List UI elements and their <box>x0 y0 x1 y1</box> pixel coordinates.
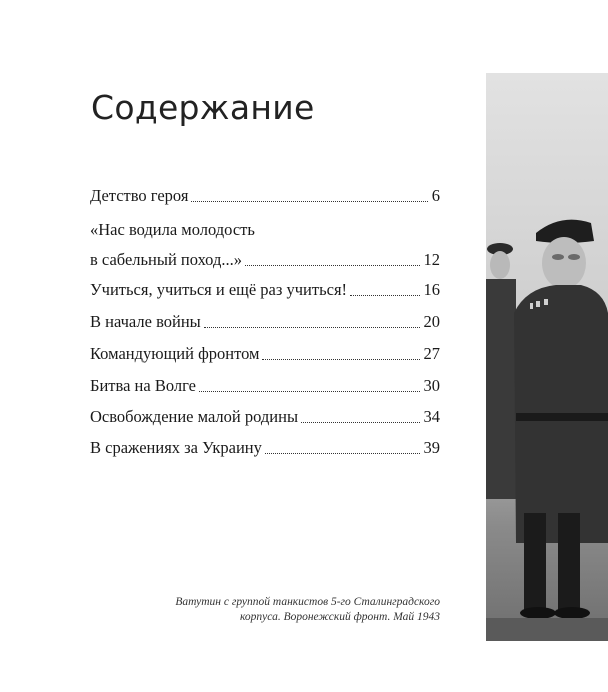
toc-entry-page: 27 <box>423 344 440 363</box>
toc-entry[interactable] <box>90 306 440 332</box>
toc-entry-page: 16 <box>423 280 440 299</box>
toc-dot-leader <box>191 201 427 202</box>
toc-entry-title: Освобождение малой родины <box>90 407 299 426</box>
toc-entry[interactable] <box>90 180 440 206</box>
page-title: Содержание <box>91 88 315 127</box>
toc-dot-leader <box>262 359 419 360</box>
toc-entry-title: Учиться, учиться и ещё раз учиться! <box>90 280 348 299</box>
toc-dot-leader <box>265 453 420 454</box>
toc-dot-leader <box>204 327 420 328</box>
toc-entry[interactable] <box>90 432 440 458</box>
toc-entry-page: 20 <box>423 312 440 331</box>
toc-dot-leader <box>301 422 419 423</box>
toc-entry-title: Битва на Волге <box>90 376 196 395</box>
toc-dot-leader <box>199 391 420 392</box>
toc-entry[interactable] <box>90 338 440 364</box>
toc-entry[interactable] <box>90 401 440 427</box>
toc-dot-leader <box>350 295 419 296</box>
photo-caption <box>140 595 440 625</box>
toc-entry-title: Командующий фронтом <box>90 344 260 363</box>
historical-photo <box>486 73 608 641</box>
toc-entry-title: в сабельный поход...» <box>90 250 242 269</box>
toc-entry-page: 39 <box>423 438 440 457</box>
toc-entry-page: 6 <box>431 186 440 205</box>
caption-line: корпуса. Воронежский фронт. Май 1943 <box>239 611 440 623</box>
toc-entry[interactable] <box>90 370 440 396</box>
toc-dot-leader <box>245 265 420 266</box>
toc-entry-title: «Нас водила молодость <box>90 220 255 239</box>
toc-entry-title: В сражениях за Украину <box>90 438 262 457</box>
toc-entry-title: Детство героя <box>90 186 189 205</box>
caption-line: Ватутин с группой танкистов 5-го Сталинградского <box>175 596 440 608</box>
toc-entry-title: В начале войны <box>90 312 201 331</box>
toc-entry-page: 12 <box>423 250 440 269</box>
toc-entry-page: 34 <box>423 407 440 426</box>
toc-entry[interactable] <box>90 214 440 240</box>
photo-illustration <box>486 73 608 641</box>
toc-entry-page: 30 <box>423 376 440 395</box>
toc-entry[interactable] <box>90 244 440 270</box>
toc-entry[interactable] <box>90 274 440 300</box>
